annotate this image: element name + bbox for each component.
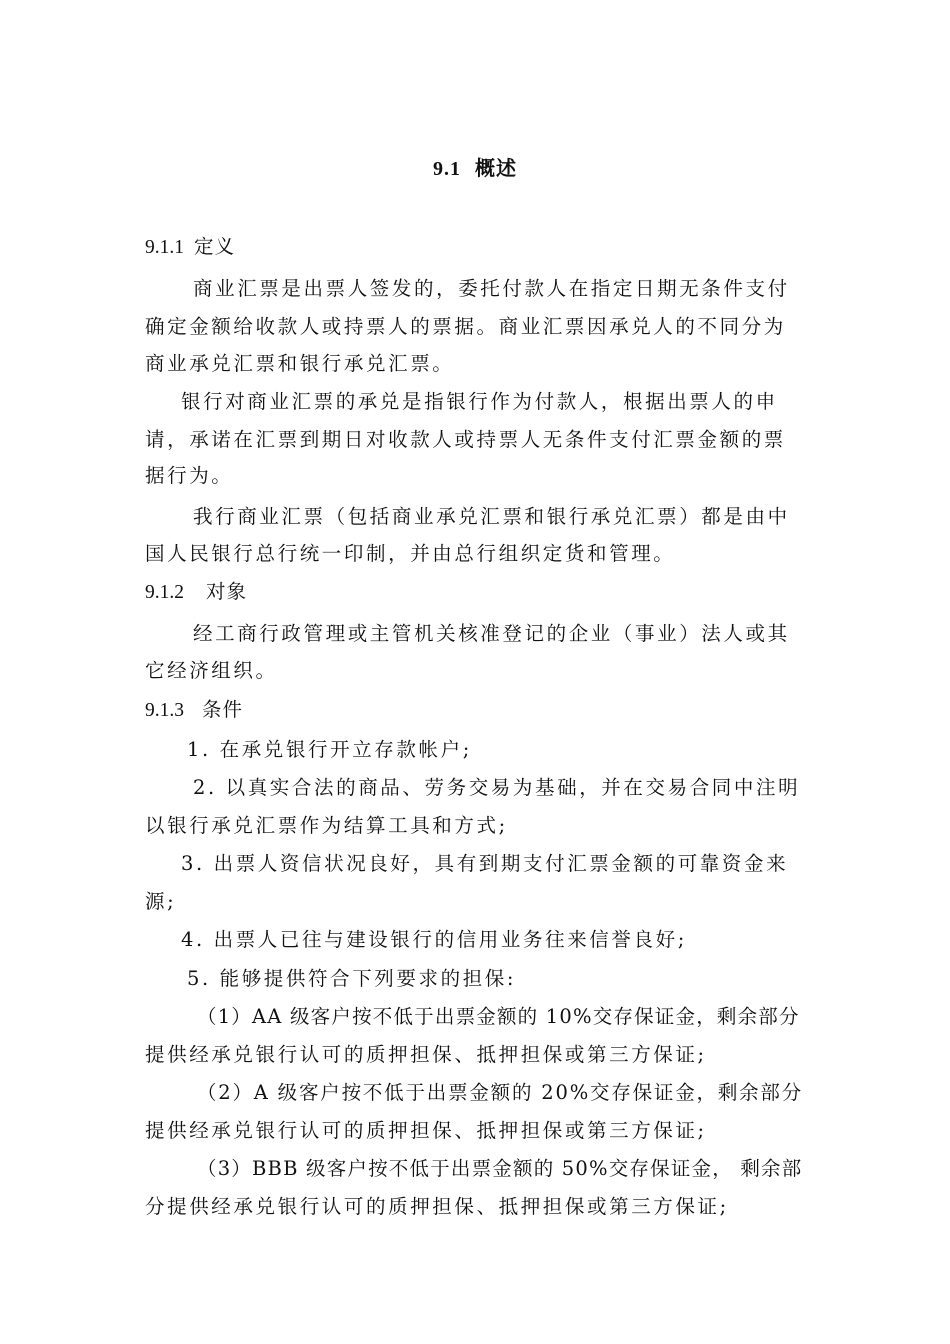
conditions-number: 9.1.3 [145, 700, 184, 721]
target-p1-line-2: 它经济组织。 [145, 659, 278, 682]
section-title [0, 156, 950, 182]
condition-item-1: 1. 在承兑银行开立存款帐户; [187, 738, 472, 761]
definition-p1-line-2: 确定金额给收款人或持票人的票据。商业汇票因承兑人的不同分为 [145, 315, 786, 338]
section-title-text: 概述 [475, 158, 517, 180]
condition-item-3-line-2: 源; [145, 890, 177, 913]
definition-number: 9.1.1 [145, 237, 184, 258]
conditions-heading [145, 697, 805, 724]
definition-heading [145, 234, 805, 261]
condition-item-2-line-1: 2. 以真实合法的商品、劳务交易为基础，并在交易合同中注明 [193, 776, 801, 799]
definition-p2-line-1: 银行对商业汇票的承兑是指银行作为付款人，根据出票人的申 [181, 390, 778, 413]
sub-item-1-line-1: （1）AA 级客户按不低于出票金额的 10%交存保证金，剩余部分 [197, 1005, 800, 1028]
definition-title: 定义 [194, 235, 236, 258]
sub-item-2-line-2: 提供经承兑银行认可的质押担保、抵押担保或第三方保证; [145, 1119, 707, 1142]
definition-p1-line-3: 商业承兑汇票和银行承兑汇票。 [145, 352, 455, 375]
condition-item-5: 5. 能够提供符合下列要求的担保: [187, 967, 517, 990]
condition-item-4: 4. 出票人已往与建设银行的信用业务往来信誉良好; [181, 928, 687, 951]
target-title: 对象 [206, 580, 248, 603]
definition-p2-line-2: 请，承诺在汇票到期日对收款人或持票人无条件支付汇票金额的票 [145, 428, 786, 451]
definition-p3-line-1: 我行商业汇票（包括商业承兑汇票和银行承兑汇票）都是由中 [193, 505, 790, 528]
target-heading [145, 579, 805, 606]
definition-p3-line-2: 国人民银行总行统一印制，并由总行组织定货和管理。 [145, 542, 676, 565]
target-number: 9.1.2 [145, 582, 184, 603]
sub-item-3-line-1: （3）BBB 级客户按不低于出票金额的 50%交存保证金， 剩余部 [197, 1157, 803, 1180]
condition-item-3-line-1: 3. 出票人资信状况良好，具有到期支付汇票金额的可靠资金来 [181, 852, 789, 875]
sub-item-2-line-1: （2）A 级客户按不低于出票金额的 20%交存保证金，剩余部分 [197, 1081, 804, 1104]
definition-p1-line-1: 商业汇票是出票人签发的，委托付款人在指定日期无条件支付 [193, 277, 790, 300]
conditions-title: 条件 [202, 698, 244, 721]
target-p1-line-1: 经工商行政管理或主管机关核准登记的企业（事业）法人或其 [193, 622, 790, 645]
sub-item-1-line-2: 提供经承兑银行认可的质押担保、抵押担保或第三方保证; [145, 1043, 707, 1066]
sub-item-3-line-2: 分提供经承兑银行认可的质押担保、抵押担保或第三方保证; [145, 1195, 729, 1218]
section-number: 9.1 [433, 158, 461, 180]
condition-item-2-line-2: 以银行承兑汇票作为结算工具和方式; [145, 814, 508, 837]
definition-p2-line-3: 据行为。 [145, 464, 234, 487]
